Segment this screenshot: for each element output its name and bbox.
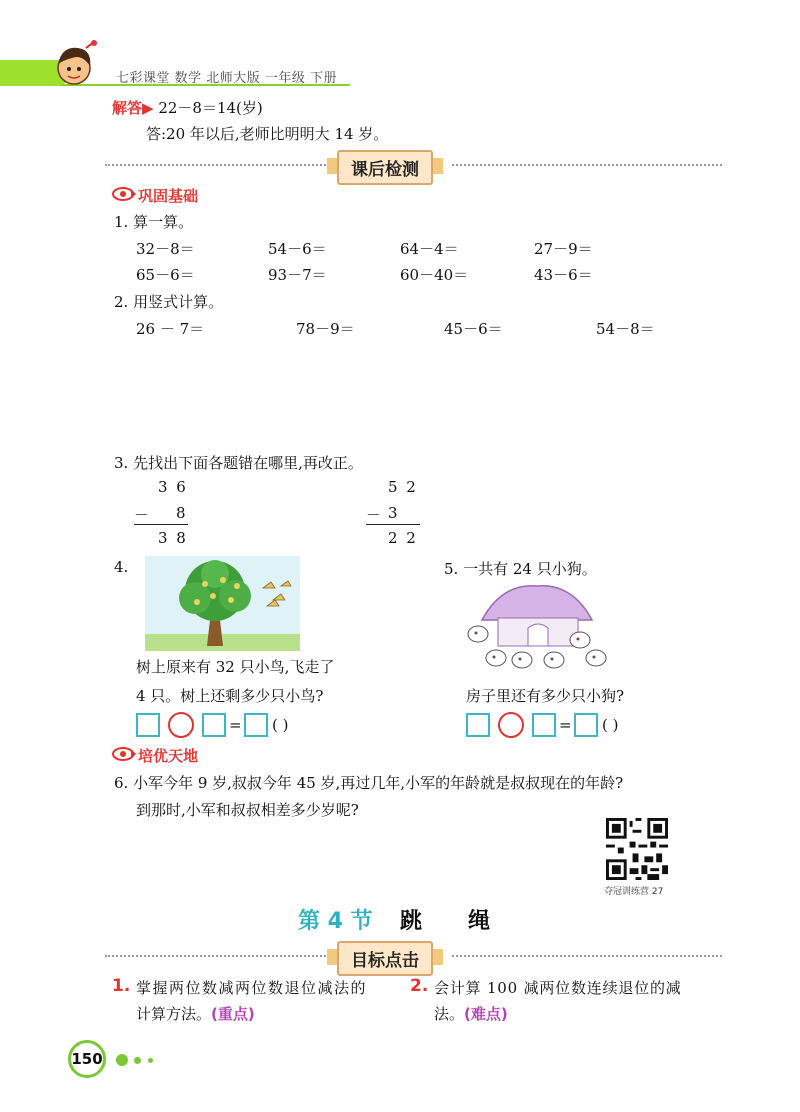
page-dot-2 — [134, 1057, 141, 1064]
q5-text: 房子里还有多少只小狗? — [466, 687, 625, 705]
q5-box-1[interactable] — [466, 713, 490, 737]
q1-r2-c3: 60－40＝ — [400, 266, 469, 284]
goal-2-number: 2. — [410, 976, 429, 996]
q6-line-1: 6. 小军今年 9 岁,叔叔今年 45 岁,再过几年,小军的年龄就是叔叔现在的年龄? — [114, 774, 624, 792]
q5-title: 5. 一共有 24 只小狗。 — [444, 560, 597, 578]
q1-r1-c4: 27－9＝ — [534, 240, 593, 258]
answer-line-2: 答:20 年以后,老师比明明大 14 岁。 — [146, 125, 389, 143]
q6-line-2: 到那时,小军和叔叔相差多少岁呢? — [136, 801, 359, 819]
page-number: 150 — [68, 1040, 106, 1078]
q1-r2-c4: 43－6＝ — [534, 266, 593, 284]
q4-operator-circle[interactable] — [168, 712, 194, 738]
divider-left — [105, 164, 330, 166]
q3a-line — [134, 524, 188, 525]
goal-divider-left — [105, 955, 330, 957]
q4-number: 4. — [114, 558, 129, 576]
q1-title: 1. 算一算。 — [114, 213, 194, 231]
q3b-top: 5 2 — [388, 478, 418, 496]
goal-1-tag: (重点) — [211, 1005, 255, 1023]
section-goal-badge: 目标点击 — [337, 941, 433, 976]
q2-item-3: 45－6＝ — [444, 320, 503, 338]
q5-box-result[interactable] — [574, 713, 598, 737]
q4-text-1: 树上原来有 32 只小鸟,飞走了 — [136, 658, 335, 676]
q3b-minus: － — [366, 506, 382, 524]
q2-item-4: 54－8＝ — [596, 320, 655, 338]
q1-r2-c2: 93－7＝ — [268, 266, 327, 284]
doghouse-illustration — [462, 578, 612, 678]
q3a-result: 3 8 — [158, 529, 188, 547]
advanced-title: 培优天地 — [138, 747, 199, 765]
q3b-result: 2 2 — [388, 529, 418, 547]
q2-title: 2. 用竖式计算。 — [114, 293, 224, 311]
q4-box-result[interactable] — [244, 713, 268, 737]
basic-title: 巩固基础 — [138, 187, 199, 205]
goal-2-line-1: 会计算 100 减两位数连续退位的减 — [434, 979, 682, 997]
qr-code-icon[interactable] — [606, 818, 668, 880]
goal-1-line-2 — [136, 1003, 255, 1024]
q3a-sub: 8 — [176, 504, 186, 522]
answer-equation: 22－8＝14(岁) — [158, 99, 263, 117]
tree-birds-illustration — [145, 556, 300, 651]
page-dot-1 — [116, 1054, 128, 1066]
answer-label: 解答 — [112, 99, 143, 117]
qr-caption: 夺冠训练营 27 — [604, 887, 664, 897]
goal-1-line-1: 掌握两位数减两位数退位减法的 — [136, 979, 368, 997]
q5-equals: = — [559, 716, 572, 734]
q2-item-1: 26 － 7＝ — [136, 320, 205, 338]
q5-unit: ( ) — [602, 716, 619, 734]
q4-unit: ( ) — [272, 716, 289, 734]
q4-text-2: 4 只。树上还剩多少只小鸟? — [136, 687, 324, 705]
goal-2-tag: (难点) — [464, 1005, 508, 1023]
lesson-number: 第 4 节 — [298, 909, 373, 934]
lesson-name: 跳 绳 — [400, 908, 490, 934]
page-dot-3 — [148, 1058, 153, 1063]
section-check-badge: 课后检测 — [337, 150, 433, 185]
divider-right — [452, 164, 722, 166]
q5-box-2[interactable] — [532, 713, 556, 737]
q1-r1-c2: 54－6＝ — [268, 240, 327, 258]
q2-item-2: 78－9＝ — [296, 320, 355, 338]
q3b-sub: 3 — [388, 504, 398, 522]
header-title: 七彩课堂 数学 北师大版 一年级 下册 — [116, 71, 338, 86]
mascot-icon — [52, 40, 102, 90]
goal-2-line-2 — [434, 1003, 508, 1024]
eye-icon — [112, 746, 136, 762]
q4-equals: = — [229, 716, 242, 734]
q1-r1-c1: 32－8＝ — [136, 240, 195, 258]
q4-box-1[interactable] — [136, 713, 160, 737]
q3a-minus: － — [134, 506, 150, 524]
answer-arrow: ▶ — [142, 99, 154, 117]
goal-2-text: 法。 — [434, 1005, 465, 1023]
eye-icon — [112, 186, 136, 202]
goal-divider-right — [452, 955, 722, 957]
goal-1-text: 计算方法。 — [136, 1005, 212, 1023]
q5-operator-circle[interactable] — [498, 712, 524, 738]
q4-box-2[interactable] — [202, 713, 226, 737]
answer-line-1 — [112, 97, 263, 118]
q3b-line — [366, 524, 420, 525]
goal-1-number: 1. — [112, 976, 131, 996]
q3-title: 3. 先找出下面各题错在哪里,再改正。 — [114, 454, 363, 472]
q3a-top: 3 6 — [158, 478, 188, 496]
q1-r2-c1: 65－6＝ — [136, 266, 195, 284]
q1-r1-c3: 64－4＝ — [400, 240, 459, 258]
